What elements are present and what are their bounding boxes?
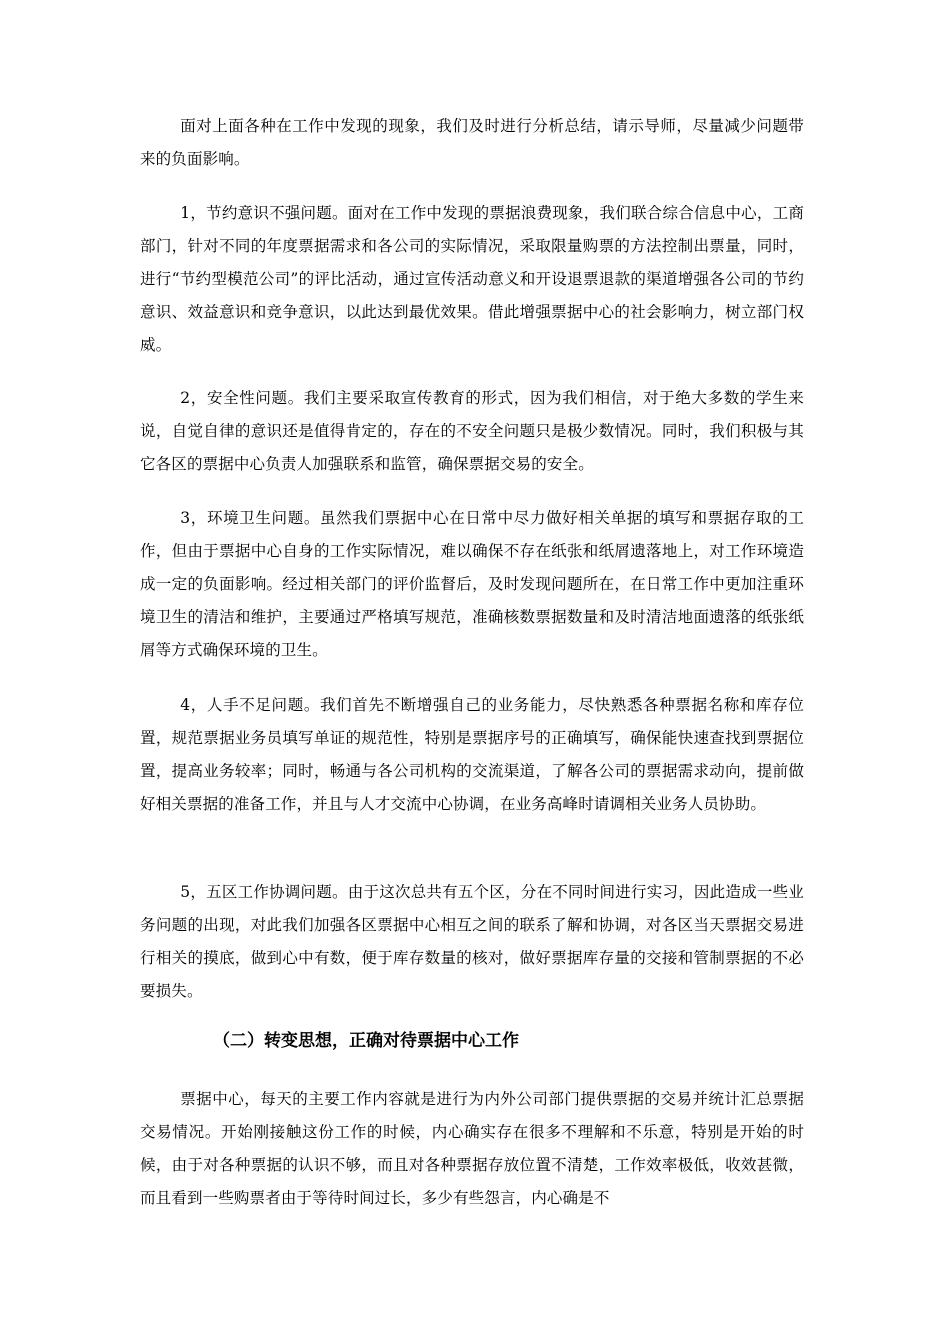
paragraph-item-4: 4，人手不足问题。我们首先不断增强自己的业务能力，尽快熟悉各种票据名称和库存位置，规范票据业务员填写单证的规范性，特别是票据序号的正确填写，确保能快速查找到票据位置，提高业务较率；同时，畅通与各公司机构的交流渠道，了解各公司的票据需求动向，提前做好相关票据的准备工作，并且与人才交流中心协调，在业务高峰时请调相关业务人员协助。: [140, 696, 804, 813]
paragraph-item-3: 3，环境卫生问题。虽然我们票据中心在日常中尽力做好相关单据的填写和票据存取的工作，但由于票据中心自身的工作实际情况，难以确保不存在纸张和纸屑遗落地上，对工作环境造成一定的负面影响。经过相关部门的评价监督后，及时发现问题所在，在日常工作中更加注重环境卫生的清洁和维护，主要通过严格填写规范，准确核数票据数量和及时清洁地面遗落的纸张纸屑等方式确保环境的卫生。: [140, 509, 804, 659]
paragraph-intro: 面对上面各种在工作中发现的现象，我们及时进行分析总结，请示导师，尽量减少问题带来的负面影响。: [140, 117, 804, 168]
section-heading: （二）转变思想，正确对待票据中心工作: [213, 1031, 519, 1051]
paragraph-item-2: 2，安全性问题。我们主要采取宣传教育的形式，因为我们相信，对于绝大多数的学生来说，自觉自律的意识还是值得肯定的，存在的不安全问题只是极少数情况。同时，我们积极与其它各区的票据中心负责人加强联系和监管，确保票据交易的安全。: [140, 389, 804, 473]
paragraph-item-1: 1，节约意识不强问题。面对在工作中发现的票据浪费现象，我们联合综合信息中心，工商部门，针对不同的年度票据需求和各公司的实际情况，采取限量购票的方法控制出票量，同时，进行“节约型模范公司”的评比活动，通过宣传活动意义和开设退票退款的渠道增强各公司的节约意识、效益意识和竞争意识，以此达到最优效果。借此增强票据中心的社会影响力，树立部门权威。: [140, 204, 804, 354]
section-paragraph: 票据中心，每天的主要工作内容就是进行为内外公司部门提供票据的交易并统计汇总票据交易情况。开始刚接触这份工作的时候，内心确实存在很多不理解和不乐意，特别是开始的时候，由于对各种票据的认识不够，而且对各种票据存放位置不清楚，工作效率极低，收效甚微，而且看到一些购票者由于等待时间过长，多少有些怨言，内心确是不: [140, 1090, 804, 1207]
paragraph-item-5: 5，五区工作协调问题。由于这次总共有五个区，分在不同时间进行实习，因此造成一些业务问题的出现，对此我们加强各区票据中心相互之间的联系了解和协调，对各区当天票据交易进行相关的摸底，做到心中有数，便于库存数量的核对，做好票据库存量的交接和管制票据的不必要损失。: [140, 883, 804, 1000]
